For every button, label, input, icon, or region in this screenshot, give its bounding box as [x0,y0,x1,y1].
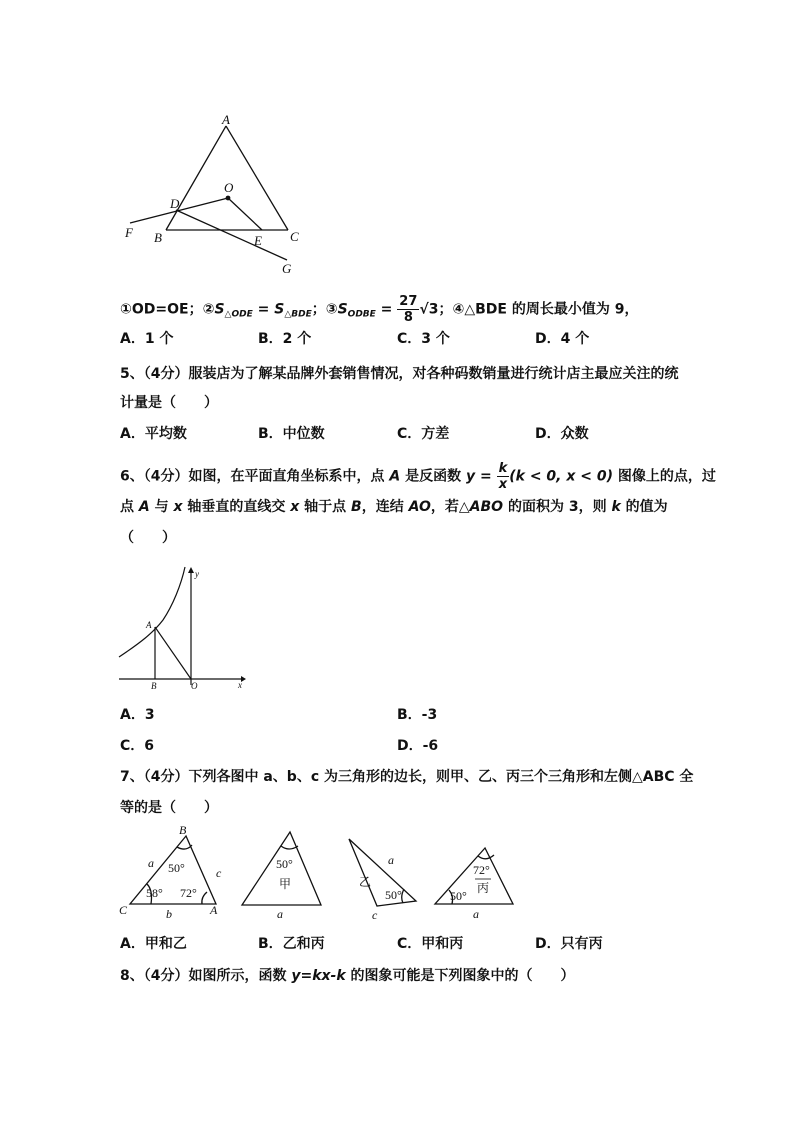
label-c: C [290,229,299,244]
label-c-side: c [216,866,222,880]
triangle-yi [349,839,416,906]
q6-stem-line3: （ ） [120,530,176,546]
label-bing-ang72: 72° [473,863,490,877]
side-ac [226,126,288,230]
q4-option-d[interactable]: D．4 个 [535,331,590,347]
y-arrow-icon [188,567,194,573]
label-o: O [224,180,234,195]
label-yi-side-c: c [372,908,378,922]
q6-option-c[interactable]: C．6 [120,738,155,754]
q6-option-b[interactable]: B．-3 [397,707,438,723]
q7-stem-line1: 7、（4分）下列各图中 a、b、c 为三角形的边长，则甲、乙、丙三个三角形和左侧△ABC 全 [120,769,694,785]
label-d: D [170,196,180,211]
label-f: F [125,225,133,240]
label-y: y [195,569,199,579]
q5-stem-line1: 5、（4分）服装店为了解某品牌外套销售情况，对各种码数销量进行统计店主最应关注的统 [120,366,679,382]
q7-option-a[interactable]: A．甲和乙 [120,936,187,952]
label-bing: 丙 [477,881,490,895]
line-dg [176,210,287,260]
q6-coordinate-figure [115,565,255,695]
arc-yi [402,889,404,903]
label-yi-ang: 50° [385,888,402,902]
q4-statements: ①OD=OE；$②S_{\triangle ODE} = S_{\triangle BDE}$；$③S_{ODBE}$ = $\frac{27}{8}$ √3；④△BDE 的周长最小值为 9， [120,294,639,325]
q5-option-b[interactable]: B．中位数 [258,426,325,442]
q6-option-a[interactable]: A．3 [120,707,155,723]
side-ab [166,126,226,230]
q7-option-c[interactable]: C．甲和丙 [397,936,464,952]
arc-a [202,892,207,904]
q4-option-b[interactable]: B．2 个 [258,331,312,347]
label-ang58: 58° [146,886,163,900]
label-b: B [151,681,157,691]
q4-option-a[interactable]: A．1 个 [120,331,174,347]
label-jia-side: a [277,907,283,921]
label-a: A [146,620,152,630]
hyperbola-curve [119,567,185,657]
label-yi-side-a: a [388,853,394,867]
q5-option-c[interactable]: C．方差 [397,426,450,442]
label-a-side: a [148,856,154,870]
q5-option-d[interactable]: D．众数 [535,426,589,442]
label-jia-ang: 50° [276,857,293,871]
q6-option-d[interactable]: D．-6 [397,738,439,754]
label-b: B [179,823,187,837]
label-bing-side: a [473,907,479,921]
q4-option-c[interactable]: C．3 个 [397,331,450,347]
label-b-side: b [166,907,172,921]
segment-ao [155,627,191,679]
arc-bing-top [478,855,494,859]
line-oe [228,198,262,230]
point-o [226,196,231,201]
q5-option-a[interactable]: A．平均数 [120,426,187,442]
q8-stem: 8、（4分）如图所示，函数 y=kx-k 的图象可能是下列图象中的（ ） [120,968,575,984]
q7-stem-line2: 等的是（ ） [120,800,218,816]
label-g: G [282,261,292,276]
label-jia: 甲 [279,877,292,891]
label-ang50: 50° [168,861,185,875]
label-a: A [222,112,230,127]
q6-stem-line1: 6、（4分）如图，在平面直角坐标系中，点 A 是反函数 y = $\frac{k}{x}$ (k < 0, x < 0) 图像上的点，过 [120,461,716,492]
label-a: A [210,903,218,917]
q7-option-d[interactable]: D．只有丙 [535,936,603,952]
label-o: O [191,681,198,691]
q6-stem-line2: 点 A 与 x 轴垂直的直线交 x 轴于点 B，连结 AO，若△ABO 的面积为 3，则 k 的值为 [120,499,668,515]
label-bing-ang50: 50° [450,889,467,903]
label-ang72: 72° [180,886,197,900]
q4-triangle-figure [115,112,315,277]
q7-triangles-figure [115,822,515,924]
label-x: x [238,680,242,690]
label-c: C [119,903,128,917]
label-e: E [254,233,262,248]
q5-stem-line2: 计量是（ ） [120,395,218,411]
label-yi: 乙 [359,875,372,889]
q7-option-b[interactable]: B．乙和丙 [258,936,325,952]
label-b: B [154,230,162,245]
